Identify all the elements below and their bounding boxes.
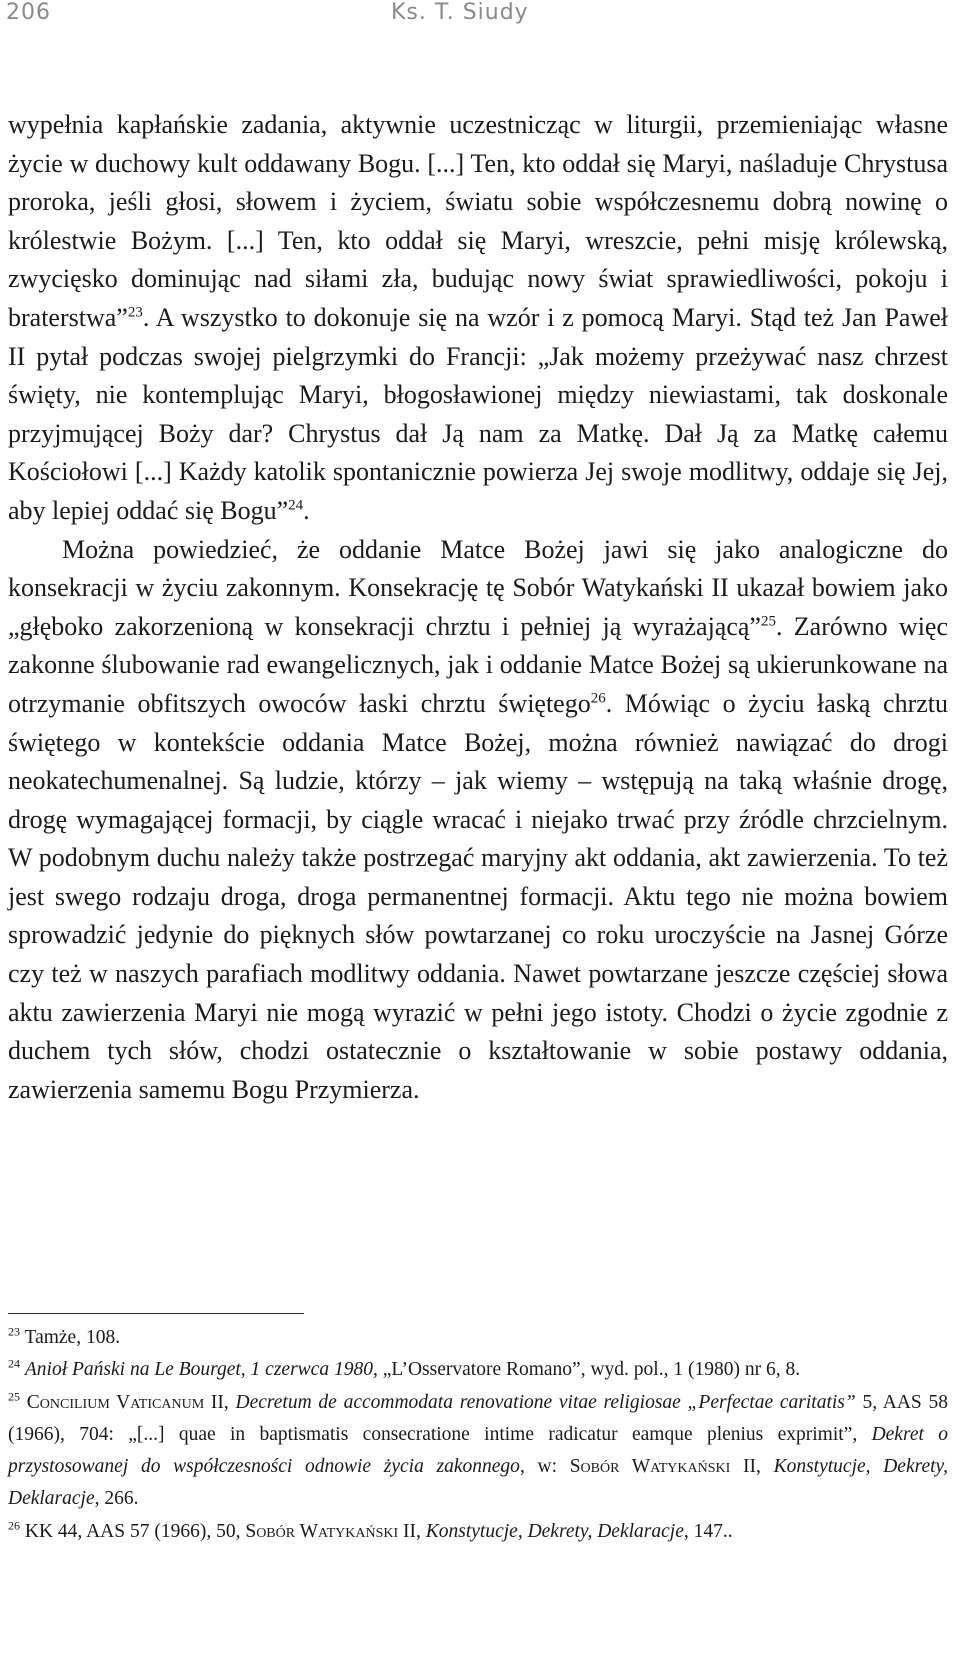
footnote-24: $^{24}$ Anioł Pański na Le Bourget, 1 czerwca 1980, „L’Osservatore Romano”, wyd. pol., 1 (1980) nr 6, 8. — [8, 1356, 801, 1381]
footnote-ref-25[interactable]: 25 — [760, 613, 776, 630]
page-number: 206 — [6, 0, 51, 25]
footnote-23: $^{23}$ Tamże, 108. — [8, 1324, 121, 1348]
paragraph-2: Można powiedzieć, że oddanie Matce Bożej jawi się jako analogiczne do konsekracji w życiu zakonnym. Konsekrację tę Sobór Watykański II ukazał bowiem jako „głęboko zakorzenioną w konsekracji chrztu i pełniej ją wyrażającą”$^{25}$. Zarówno więc zakonne ślubowanie rad ewangelicznych, jak i oddanie Matce Bożej są ukierunkowane na otrzymanie obfitszych owoców łaski chrztu świętego$^{26}$. Mówiąc o życiu łaską chrztu świętego w kontekście oddania Matce Bożej, można również nawiązać do drogi neokatechumenalnej. Są ludzie, którzy – jak wiemy – wstępują na taką właśnie drogę, drogę wymagającej formacji, by ciągle wracać i niejako trwać przy źródle chrzcielnym. W podobnym duchu należy także postrzegać maryjny akt oddania, akt zawierzenia. To też jest swego rodzaju droga, droga permanentnej formacji. Aktu tego nie można bowiem sprowadzić jedynie do pięknych słów powtarzanej co roku uroczyście na Jasnej Górze czy też w naszych parafiach modlitwy oddania. Nawet powtarzane jeszcze częściej słowa aktu zawierzenia Maryi nie mogą wyrazić w pełni jego istoty. Chodzi o życie zgodnie z duchem tych słów, chodzi ostatecznie o kształtowanie w sobie postawy oddania, zawierzenia samemu Bogu Przymierza. — [8, 534, 949, 1104]
footnotes — [8, 1322, 948, 1548]
footnote-26: $^{26}$ KK 44, AAS 57 (1966), 50, Sobór Watykański II, Konstytucje, Dekrety, Deklaracje, 147.. — [8, 1518, 733, 1542]
paragraph-1: wypełnia kapłańskie zadania, aktywnie uczestnicząc w liturgii, przemieniając własne życie w duchowy kult oddawany Bogu. [...] Ten, kto oddał się Maryi, naśladuje Chrystusa proroka, jeśli głosi, słowem i życiem, światu sobie współczesnemu dobrą nowinę o królestwie Bożym. [...] Ten, kto oddał się Maryi, wreszcie, pełni misję królewską, zwycięsko dominując nad siłami zła, budując nowy świat sprawiedliwości, pokoju i braterstwa”$^{23}$. A wszystko to dokonuje się na wzór i z pomocą Maryi. Stąd też Jan Paweł II pytał podczas swojej pielgrzymki do Francji: „Jak możemy przeżywać nasz chrzest święty, nie kontemplując Maryi, błogosławionej między niewiastami, tak doskonale przyjmującej Boży dar? Chrystus dał Ją nam za Matkę. Dał Ją za Matkę całemu Kościołowi [...] Każdy katolik spontanicznie powierza Jej swoje modlitwy, oddaje się Jej, aby lepiej oddać się Bogu”$^{24}$. — [8, 110, 948, 525]
footnote-ref-26[interactable]: 26 — [590, 690, 606, 707]
footnote-ref-24[interactable]: 24 — [288, 497, 304, 514]
footnote-ref-23[interactable]: 23 — [127, 304, 143, 321]
main-text — [8, 106, 948, 1109]
footnote-25: $^{25}$ Concilium Vaticanum II, Decretum de accommodata renovatione vitae religiosae „Perfectae caritatis” 5, AAS 58 (1966), 704: „[...] quae in baptismatis consecratione intime radicatur eamque plenius exprimit”, Dekret o przystosowanej do współczesności odnowie życia zakonnego, w: Sobór Watykański II, Konstytucje, Dekrety, Deklaracje, 266. — [8, 1389, 949, 1510]
footnote-separator — [8, 1313, 304, 1314]
running-head-author: Ks. T. Siudy — [391, 0, 529, 25]
